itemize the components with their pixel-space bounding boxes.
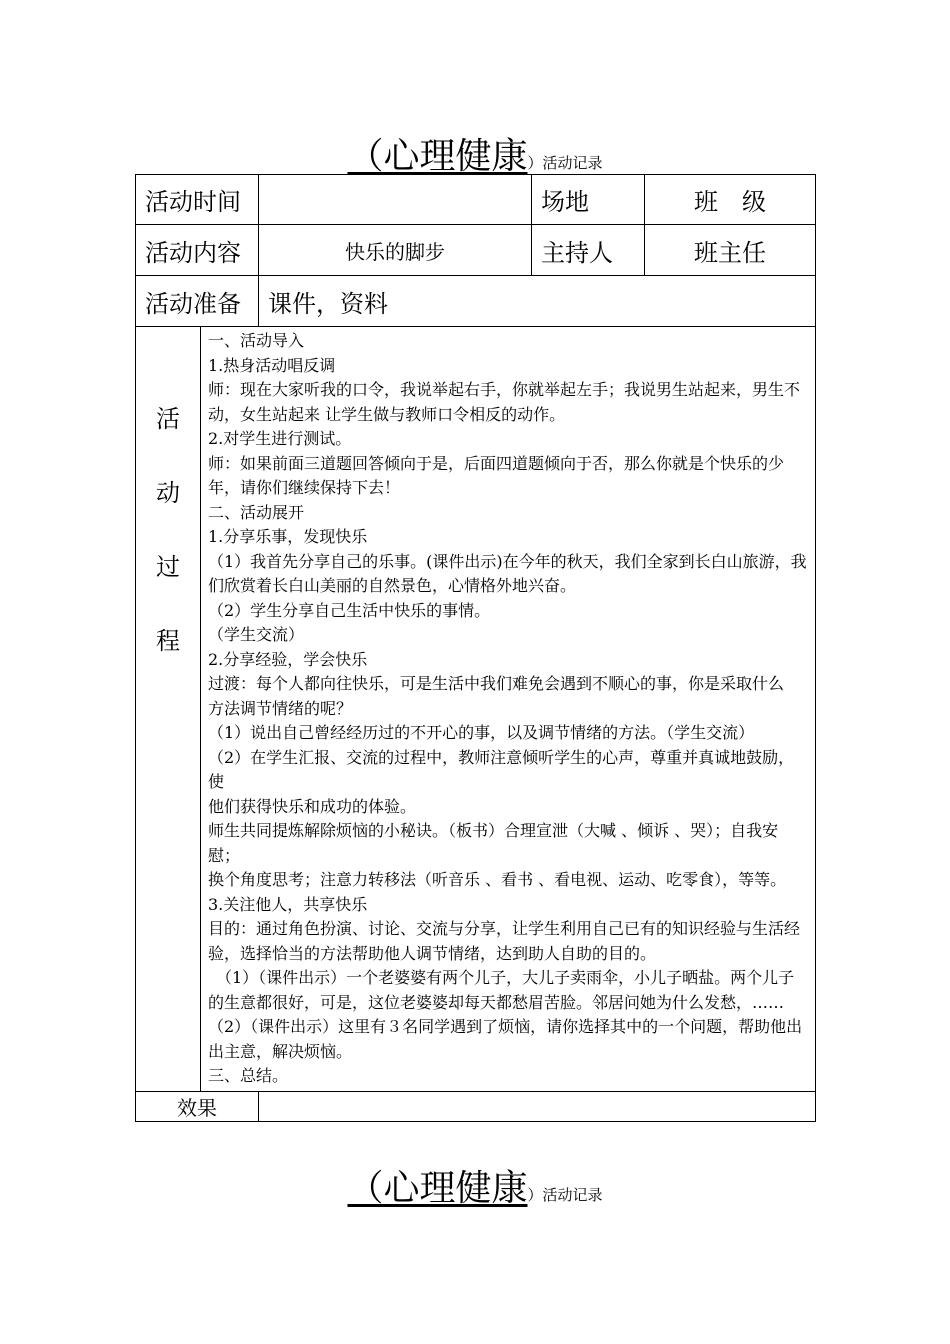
process-line: 2.分享经验，学会快乐 <box>208 649 368 669</box>
process-line: 3.关注他人，共享快乐 <box>208 894 368 914</box>
title-main: （心理健康 <box>347 136 528 177</box>
content-label: 活动内容 <box>136 225 259 276</box>
process-line: （2）学生分享自己生活中快乐的事情。 <box>208 600 491 620</box>
host-value: 班主任 <box>645 225 816 276</box>
process-line: 验，选择恰当的方法帮助他人调节情绪，达到助人自助的目的。 <box>208 943 657 963</box>
process-line: 出主意，解决烦恼。 <box>208 1041 353 1061</box>
process-line: 过渡：每个人都向往快乐，可是生活中我们难免会遇到不顺心的事，你是采取什么 <box>208 674 785 693</box>
activity-record-table <box>135 174 816 1122</box>
record-title <box>0 128 950 179</box>
process-line: 2.对学生进行测试。 <box>208 429 352 448</box>
venue-value: 班 级 <box>645 175 816 225</box>
process-label: 活 动 过 程 <box>136 327 201 1092</box>
host-label: 主持人 <box>532 225 645 276</box>
process-line: 师生共同提炼解除烦恼的小秘诀。（板书）合理宣泄（大喊 、倾诉 、哭）；自我安慰； <box>208 821 779 865</box>
process-line: 1.分享乐事，发现快乐 <box>208 527 368 546</box>
effect-label: 效果 <box>136 1091 259 1121</box>
process-line: 方法调节情绪的呢？ <box>208 698 353 718</box>
process-line: （2）在学生汇报、交流的过程中，教师注意倾听学生的心声，尊重并真诚地鼓励，使 <box>208 747 795 791</box>
process-line: 的生意都很好，可是，这位老婆婆却每天都愁眉苦脸。邻居问她为什么发愁，…… <box>208 992 785 1012</box>
content-value: 快乐的脚步 <box>259 225 532 276</box>
process-line: （学生交流） <box>208 625 305 644</box>
process-line: 一、活动导入 <box>208 331 305 350</box>
time-label: 活动时间 <box>136 175 259 225</box>
process-line: （1）说出自己曾经经历过的不开心的事，以及调节情绪的方法。（学生交流） <box>208 723 755 742</box>
process-line: 目的：通过角色扮演、讨论、交流与分享，让学生利用自己已有的知识经验与生活经 <box>208 919 801 938</box>
prep-value: 课件，资料 <box>259 276 816 327</box>
title-suffix-2: ）活动记录 <box>527 1186 603 1204</box>
process-line: 他们获得快乐和成功的体验。 <box>208 796 417 816</box>
process-line: 年，请你们继续保持下去！ <box>208 478 401 497</box>
process-line: 动，女生站起来 让学生做与教师口令相反的动作。 <box>208 404 566 424</box>
process-line: 师：现在大家听我的口令，我说举起右手，你就举起左手；我说男生站起来，男生不 <box>208 380 801 399</box>
time-value <box>259 175 532 225</box>
process-line: 三、总结。 <box>208 1066 289 1085</box>
title-main-2: （心理健康 <box>347 1168 528 1209</box>
process-content <box>201 327 816 1092</box>
process-line: 换个角度思考；注意力转移法（听音乐 、看书 、看电视、运动、吃零食），等等。 <box>208 870 787 889</box>
process-line: 二、活动展开 <box>208 502 305 522</box>
process-line: 们欣赏着长白山美丽的自然景色，心情格外地兴奋。 <box>208 576 577 595</box>
process-line: （2）（课件出示）这里有３名同学遇到了烦恼，请你选择其中的一个问题，帮助他出 <box>208 1017 803 1036</box>
process-line: （1）（课件出示）一个老婆婆有两个儿子，大儿子卖雨伞，小儿子晒盐。两个儿子 <box>208 968 795 987</box>
process-line: 1.热身活动唱反调 <box>208 355 336 375</box>
prep-label: 活动准备 <box>136 276 259 327</box>
title-suffix: ）活动记录 <box>527 154 603 172</box>
process-line: 师：如果前面三道题回答倾向于是，后面四道题倾向于否，那么你就是个快乐的少 <box>208 453 785 473</box>
venue-label: 场地 <box>532 175 645 225</box>
effect-value <box>259 1091 816 1121</box>
process-line: （1）我首先分享自己的乐事。(课件出示)在今年的秋天，我们全家到长白山旅游，我 <box>208 551 807 571</box>
record-title-2 <box>0 1160 950 1211</box>
